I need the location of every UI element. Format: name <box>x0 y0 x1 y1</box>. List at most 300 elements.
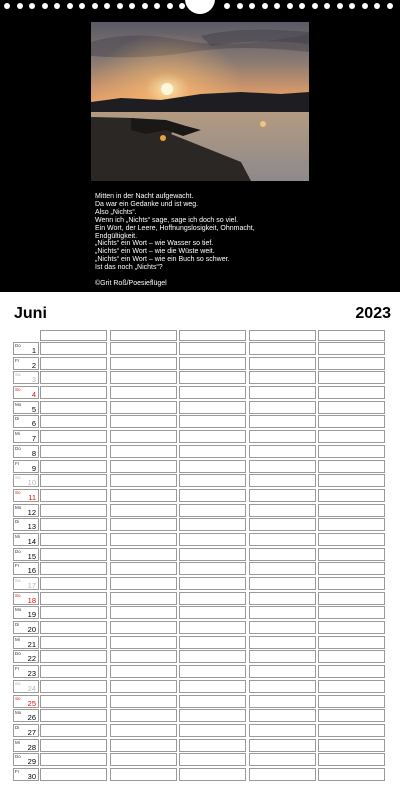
entry-cell[interactable] <box>40 562 107 575</box>
poem-credit: ©Grit Roß/Poesieflügel <box>95 280 167 287</box>
calendar-grid <box>13 329 387 782</box>
day-row <box>13 723 387 738</box>
binding-hole <box>362 3 368 9</box>
binding-hole <box>374 3 380 9</box>
day-number: 10 <box>27 478 36 488</box>
entry-cell[interactable] <box>110 342 177 355</box>
entry-cell[interactable] <box>179 606 246 619</box>
entry-cell[interactable] <box>40 401 107 414</box>
entry-cell[interactable] <box>110 768 177 781</box>
day-row <box>13 620 387 635</box>
entry-cell[interactable] <box>40 415 107 428</box>
entry-cell[interactable] <box>40 709 107 722</box>
day-label <box>13 709 39 722</box>
day-label <box>13 386 39 399</box>
weekday-abbr: Di <box>15 416 20 422</box>
column-header-cell[interactable] <box>249 330 316 341</box>
entry-cell[interactable] <box>179 636 246 649</box>
entry-cell[interactable] <box>110 650 177 663</box>
entry-cell[interactable] <box>249 577 316 590</box>
binding-hole <box>262 3 268 9</box>
binding-hole <box>349 3 355 9</box>
day-label <box>13 533 39 546</box>
entry-cell[interactable] <box>110 371 177 384</box>
entry-cell[interactable] <box>40 386 107 399</box>
day-row <box>13 649 387 664</box>
entry-cell[interactable] <box>110 562 177 575</box>
entry-cell[interactable] <box>110 357 177 370</box>
day-row <box>13 561 387 576</box>
binding-hole <box>337 3 343 9</box>
entry-cell[interactable] <box>179 548 246 561</box>
day-label <box>13 592 39 605</box>
day-label <box>13 636 39 649</box>
day-number: 22 <box>27 654 36 664</box>
photo-panel <box>0 0 400 292</box>
month-title: Juni <box>14 305 47 322</box>
day-number: 11 <box>28 492 36 502</box>
weekday-abbr: Di <box>15 724 20 730</box>
binding-hole <box>324 3 330 9</box>
weekday-abbr: So <box>15 695 21 701</box>
entry-cell[interactable] <box>179 504 246 517</box>
binding-hole <box>17 3 23 9</box>
day-row <box>13 414 387 429</box>
entry-cell[interactable] <box>318 592 385 605</box>
day-row <box>13 532 387 547</box>
entry-cell[interactable] <box>179 430 246 443</box>
entry-cell[interactable] <box>318 518 385 531</box>
entry-cell[interactable] <box>249 753 316 766</box>
entry-cell[interactable] <box>110 636 177 649</box>
day-label <box>13 474 39 487</box>
day-label <box>13 504 39 517</box>
entry-cell[interactable] <box>110 753 177 766</box>
entry-cell[interactable] <box>249 636 316 649</box>
entry-cell[interactable] <box>40 753 107 766</box>
day-row <box>13 370 387 385</box>
entry-cell[interactable] <box>249 430 316 443</box>
day-row <box>13 605 387 620</box>
entry-cell[interactable] <box>249 650 316 663</box>
entry-cell[interactable] <box>110 401 177 414</box>
entry-cell[interactable] <box>249 460 316 473</box>
entry-cell[interactable] <box>179 562 246 575</box>
day-number: 24 <box>27 683 36 693</box>
weekday-abbr: Sa <box>15 578 21 583</box>
day-label <box>13 401 39 414</box>
poem-line: Also „Nichts“. <box>95 208 137 216</box>
binding-hole <box>274 3 280 9</box>
day-label <box>13 460 39 473</box>
entry-cell[interactable] <box>179 665 246 678</box>
day-label <box>13 695 39 708</box>
binding-hole <box>104 3 110 9</box>
entry-cell[interactable] <box>110 489 177 502</box>
day-row <box>13 664 387 679</box>
entry-cell[interactable] <box>110 504 177 517</box>
entry-cell[interactable] <box>179 621 246 634</box>
entry-cell[interactable] <box>249 665 316 678</box>
day-row <box>13 459 387 474</box>
day-row <box>13 341 387 356</box>
binding-hole <box>249 3 255 9</box>
entry-cell[interactable] <box>249 724 316 737</box>
entry-cell[interactable] <box>318 401 385 414</box>
binding-hole <box>287 3 293 9</box>
column-header-cell[interactable] <box>318 330 385 341</box>
poem-line: Endgültigkeit. <box>95 232 138 240</box>
entry-cell[interactable] <box>179 768 246 781</box>
day-number: 12 <box>27 507 36 517</box>
weekday-abbr: Mo <box>15 607 22 613</box>
entry-cell[interactable] <box>110 386 177 399</box>
poem-line: Ist das noch „Nichts“? <box>95 264 163 272</box>
entry-cell[interactable] <box>110 665 177 678</box>
day-row <box>13 767 387 782</box>
entry-cell[interactable] <box>40 504 107 517</box>
entry-cell[interactable] <box>249 489 316 502</box>
entry-cell[interactable] <box>179 386 246 399</box>
day-number: 19 <box>27 610 36 620</box>
day-row <box>13 738 387 753</box>
entry-cell[interactable] <box>110 460 177 473</box>
entry-cell[interactable] <box>179 695 246 708</box>
entry-cell[interactable] <box>249 533 316 546</box>
day-number: 20 <box>27 625 36 635</box>
entry-cell[interactable] <box>318 621 385 634</box>
day-label <box>13 371 39 384</box>
day-label <box>13 768 39 781</box>
entry-cell[interactable] <box>40 533 107 546</box>
entry-cell[interactable] <box>110 474 177 487</box>
binding-hole <box>167 3 173 9</box>
entry-cell[interactable] <box>179 592 246 605</box>
entry-cell[interactable] <box>249 357 316 370</box>
entry-cell[interactable] <box>249 474 316 487</box>
entry-cell[interactable] <box>179 709 246 722</box>
poem-line: Ein Wort, der Leere, Hoffnungslosigkeit, Ohnmacht, <box>95 224 255 232</box>
day-number: 14 <box>27 536 36 546</box>
entry-cell[interactable] <box>40 768 107 781</box>
entry-cell[interactable] <box>179 445 246 458</box>
entry-cell[interactable] <box>110 548 177 561</box>
entry-cell[interactable] <box>179 357 246 370</box>
day-row <box>13 694 387 709</box>
day-number: 25 <box>27 698 36 708</box>
binding-hole <box>92 3 98 9</box>
hanger-notch <box>185 0 215 14</box>
day-label <box>13 548 39 561</box>
entry-cell[interactable] <box>40 518 107 531</box>
entry-cell[interactable] <box>110 606 177 619</box>
year-title: 2023 <box>355 305 391 322</box>
entry-cell[interactable] <box>110 518 177 531</box>
entry-cell[interactable] <box>179 680 246 693</box>
weekday-abbr: Di <box>15 519 20 525</box>
entry-cell[interactable] <box>40 592 107 605</box>
entry-cell[interactable] <box>40 342 107 355</box>
day-label <box>13 665 39 678</box>
entry-cell[interactable] <box>249 401 316 414</box>
day-label <box>13 621 39 634</box>
entry-cell[interactable] <box>318 577 385 590</box>
weekday-abbr: Fr <box>15 460 20 466</box>
day-row <box>13 679 387 694</box>
column-header-cell[interactable] <box>110 330 177 341</box>
weekday-abbr: Di <box>15 622 20 628</box>
entry-cell[interactable] <box>110 621 177 634</box>
weekday-abbr: Mi <box>15 533 20 539</box>
entry-cell[interactable] <box>318 533 385 546</box>
day-number: 3 <box>31 375 36 385</box>
weekday-abbr: Fr <box>15 666 20 672</box>
weekday-abbr: Sa <box>15 372 21 378</box>
entry-cell[interactable] <box>40 371 107 384</box>
day-row <box>13 517 387 532</box>
entry-cell[interactable] <box>318 724 385 737</box>
binding-hole <box>237 3 243 9</box>
column-header-cell[interactable] <box>40 330 107 341</box>
entry-cell[interactable] <box>110 739 177 752</box>
entry-cell[interactable] <box>179 753 246 766</box>
weekday-abbr: Fr <box>15 357 20 363</box>
entry-cell[interactable] <box>110 709 177 722</box>
entry-cell[interactable] <box>179 342 246 355</box>
entry-cell[interactable] <box>249 445 316 458</box>
day-row <box>13 429 387 444</box>
entry-cell[interactable] <box>249 548 316 561</box>
day-row <box>13 591 387 606</box>
day-row <box>13 400 387 415</box>
entry-cell[interactable] <box>40 430 107 443</box>
entry-cell[interactable] <box>40 695 107 708</box>
entry-cell[interactable] <box>249 680 316 693</box>
entry-cell[interactable] <box>249 768 316 781</box>
entry-cell[interactable] <box>249 562 316 575</box>
entry-cell[interactable] <box>40 548 107 561</box>
day-label <box>13 680 39 693</box>
entry-cell[interactable] <box>110 680 177 693</box>
entry-cell[interactable] <box>179 415 246 428</box>
day-label <box>13 739 39 752</box>
entry-cell[interactable] <box>318 489 385 502</box>
entry-cell[interactable] <box>318 665 385 678</box>
day-number: 9 <box>31 463 36 473</box>
column-header-cell[interactable] <box>179 330 246 341</box>
day-label <box>13 518 39 531</box>
day-number: 18 <box>27 595 36 605</box>
entry-cell[interactable] <box>249 739 316 752</box>
entry-cell[interactable] <box>110 415 177 428</box>
entry-cell[interactable] <box>110 533 177 546</box>
day-number: 16 <box>27 566 36 576</box>
entry-cell[interactable] <box>40 445 107 458</box>
entry-cell[interactable] <box>318 768 385 781</box>
entry-cell[interactable] <box>40 460 107 473</box>
entry-cell[interactable] <box>249 504 316 517</box>
binding-hole <box>117 3 123 9</box>
day-number: 13 <box>27 522 36 532</box>
entry-cell[interactable] <box>318 386 385 399</box>
entry-cell[interactable] <box>179 518 246 531</box>
entry-cell[interactable] <box>40 621 107 634</box>
entry-cell[interactable] <box>40 739 107 752</box>
entry-cell[interactable] <box>110 695 177 708</box>
entry-cell[interactable] <box>318 709 385 722</box>
day-number: 17 <box>27 581 36 590</box>
day-row <box>13 488 387 503</box>
day-label <box>13 562 39 575</box>
binding-hole <box>67 3 73 9</box>
entry-cell[interactable] <box>110 592 177 605</box>
entry-cell[interactable] <box>318 680 385 693</box>
entry-cell[interactable] <box>110 430 177 443</box>
entry-cell[interactable] <box>40 577 107 590</box>
weekday-abbr: Sa <box>15 680 21 686</box>
weekday-abbr: Do <box>15 548 21 554</box>
binding-hole <box>179 3 185 9</box>
entry-cell[interactable] <box>318 562 385 575</box>
weekday-abbr: Fr <box>15 768 20 774</box>
entry-cell[interactable] <box>179 650 246 663</box>
entry-cell[interactable] <box>318 695 385 708</box>
weekday-abbr: Mo <box>15 710 22 716</box>
binding-hole <box>299 3 305 9</box>
day-row <box>13 547 387 562</box>
entry-cell[interactable] <box>40 357 107 370</box>
entry-cell[interactable] <box>179 739 246 752</box>
binding-hole <box>142 3 148 9</box>
day-label <box>13 577 39 590</box>
entry-cell[interactable] <box>179 474 246 487</box>
day-number: 4 <box>31 390 36 400</box>
day-number: 5 <box>31 404 36 414</box>
entry-cell[interactable] <box>40 665 107 678</box>
entry-cell[interactable] <box>179 724 246 737</box>
poem-line: Da war ein Gedanke und ist weg. <box>95 200 199 208</box>
day-number: 1 <box>31 346 36 355</box>
entry-cell[interactable] <box>318 753 385 766</box>
day-label <box>13 342 39 355</box>
entry-cell[interactable] <box>179 371 246 384</box>
day-number: 7 <box>31 434 36 444</box>
entry-cell[interactable] <box>249 371 316 384</box>
day-label <box>13 753 39 766</box>
entry-cell[interactable] <box>40 474 107 487</box>
entry-cell[interactable] <box>179 533 246 546</box>
entry-cell[interactable] <box>249 606 316 619</box>
poem-line: Wenn ich „Nichts“ sage, sage ich doch so viel. <box>95 216 239 224</box>
binding-hole <box>312 3 318 9</box>
entry-cell[interactable] <box>318 415 385 428</box>
entry-cell[interactable] <box>318 357 385 370</box>
entry-cell[interactable] <box>249 709 316 722</box>
entry-cell[interactable] <box>110 724 177 737</box>
weekday-abbr: Do <box>15 445 21 451</box>
day-number: 21 <box>27 639 36 649</box>
column-header-row <box>13 329 387 341</box>
poem-line: „Nichts“ ein Wort – wie die Wüste weit. <box>95 248 215 256</box>
weekday-abbr: Mi <box>15 431 20 437</box>
entry-cell[interactable] <box>179 489 246 502</box>
binding-hole <box>29 3 35 9</box>
day-label <box>13 606 39 619</box>
weekday-abbr: Sa <box>15 475 21 481</box>
entry-cell[interactable] <box>318 650 385 663</box>
poem-line: „Nichts“ ein Wort – wie ein Buch so schwer. <box>95 256 230 264</box>
entry-cell[interactable] <box>318 548 385 561</box>
entry-cell[interactable] <box>318 460 385 473</box>
day-label <box>13 489 39 502</box>
sunset-photo <box>91 22 309 181</box>
entry-cell[interactable] <box>318 606 385 619</box>
entry-cell[interactable] <box>318 445 385 458</box>
entry-cell[interactable] <box>318 504 385 517</box>
binding-hole <box>224 3 230 9</box>
entry-cell[interactable] <box>249 342 316 355</box>
day-number: 29 <box>27 757 36 767</box>
day-row <box>13 356 387 371</box>
day-row <box>13 444 387 459</box>
entry-cell[interactable] <box>179 401 246 414</box>
entry-cell[interactable] <box>318 474 385 487</box>
binding-hole <box>54 3 60 9</box>
entry-cell[interactable] <box>249 621 316 634</box>
entry-cell[interactable] <box>249 695 316 708</box>
weekday-abbr: Mo <box>15 401 22 407</box>
entry-cell[interactable] <box>318 739 385 752</box>
entry-cell[interactable] <box>318 430 385 443</box>
entry-cell[interactable] <box>179 460 246 473</box>
entry-cell[interactable] <box>318 636 385 649</box>
entry-cell[interactable] <box>249 415 316 428</box>
entry-cell[interactable] <box>318 342 385 355</box>
entry-cell[interactable] <box>249 518 316 531</box>
day-number: 6 <box>31 419 36 429</box>
weekday-abbr: So <box>15 592 21 598</box>
entry-cell[interactable] <box>249 386 316 399</box>
entry-cell[interactable] <box>110 445 177 458</box>
day-row <box>13 635 387 650</box>
weekday-abbr: Mi <box>15 739 20 745</box>
binding-hole <box>129 3 135 9</box>
day-row <box>13 473 387 488</box>
weekday-abbr: Mo <box>15 504 22 510</box>
binding-hole <box>42 3 48 9</box>
entry-cell[interactable] <box>40 724 107 737</box>
binding-holes <box>0 0 400 14</box>
entry-cell[interactable] <box>40 606 107 619</box>
day-row <box>13 752 387 767</box>
binding-hole <box>4 3 10 9</box>
day-number: 23 <box>27 669 36 679</box>
binding-hole <box>79 3 85 9</box>
day-number: 2 <box>31 360 36 370</box>
entry-cell[interactable] <box>40 650 107 663</box>
entry-cell[interactable] <box>179 577 246 590</box>
entry-cell[interactable] <box>249 592 316 605</box>
poem-text <box>95 193 355 272</box>
entry-cell[interactable] <box>40 680 107 693</box>
entry-cell[interactable] <box>318 371 385 384</box>
weekday-abbr: Do <box>15 343 21 348</box>
entry-cell[interactable] <box>40 489 107 502</box>
entry-cell[interactable] <box>40 636 107 649</box>
entry-cell[interactable] <box>110 577 177 590</box>
day-row <box>13 576 387 591</box>
poem-line: „Nichts“ ein Wort – wie Wasser so tief. <box>95 240 214 248</box>
